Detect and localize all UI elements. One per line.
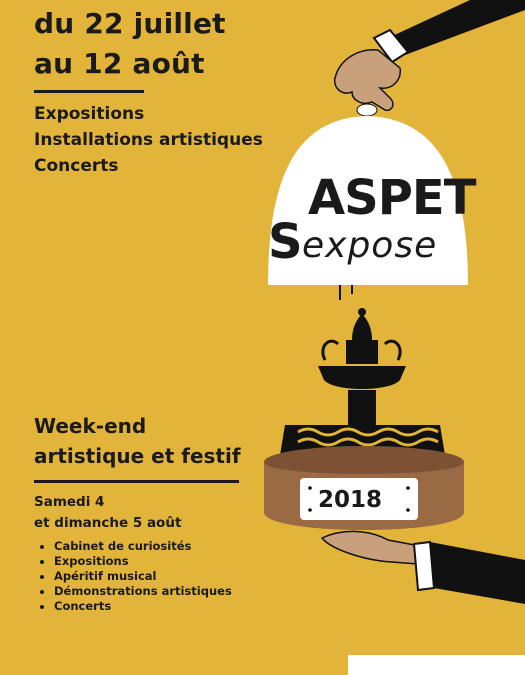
weekend-title <box>34 411 241 471</box>
cloche-knob <box>357 104 377 116</box>
events-list <box>34 101 263 179</box>
days-line-1: Samedi 4 <box>34 494 105 510</box>
event-item: Concerts <box>34 156 119 176</box>
fountain-ornament <box>352 314 372 340</box>
program-item: Concerts <box>40 599 232 614</box>
program-list <box>40 539 232 614</box>
divider-top <box>34 90 144 93</box>
program-item: Démonstrations artistiques <box>40 584 232 599</box>
program-item: Cabinet de curiosités <box>40 539 232 554</box>
program-item: Expositions <box>40 554 232 569</box>
logo-expose: expose <box>302 225 438 266</box>
bottom-sleeve <box>430 542 525 604</box>
date-line-1: du 22 juillet <box>34 7 226 40</box>
date-line-2: au 12 août <box>34 47 205 80</box>
weekend-title-line-1: Week-end <box>34 414 147 438</box>
fountain-basin-upper <box>318 366 406 389</box>
program-item: Apéritif musical <box>40 569 232 584</box>
divider-weekend <box>34 480 239 483</box>
top-sleeve <box>388 0 525 55</box>
logo-aspet: ASPET <box>308 170 476 226</box>
weekend-title-line-2: artistique et festif <box>34 444 241 468</box>
bottom-hand <box>322 531 420 564</box>
event-item: Installations artistiques <box>34 130 263 150</box>
event-item: Expositions <box>34 104 145 124</box>
corner-panel <box>348 655 525 675</box>
days-line-2: et dimanche 5 août <box>34 515 182 531</box>
weekend-days <box>34 492 181 534</box>
logo-s: S <box>268 214 303 270</box>
year-label: 2018 <box>318 487 383 513</box>
festival-dates <box>34 4 226 84</box>
